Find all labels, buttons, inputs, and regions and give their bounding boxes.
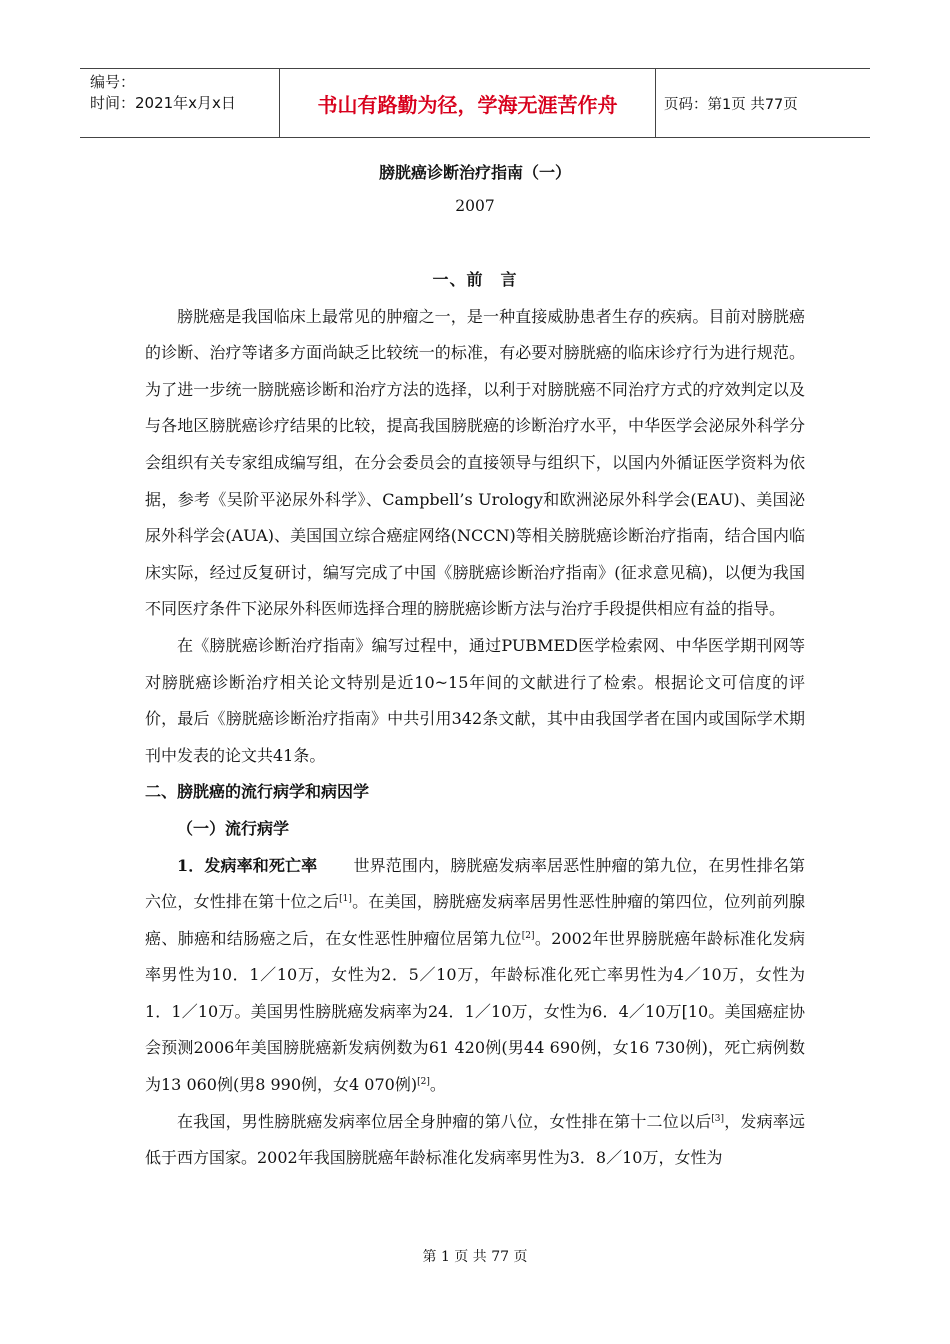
preface-paragraph-2: 在《膀胱癌诊断治疗指南》编写过程中，通过PUBMED医学检索网、中华医学期刊网等对膀胱癌诊断治疗相关论文特别是近10~15年间的文献进行了检索。根据论文可信度的评价，最后《膀胱癌诊断治疗指南》中共引用342条文献，其中由我国学者在国内或国际学术期刊中发表的论文共41条。: [145, 635, 805, 765]
citation-ref: [3]: [711, 1113, 725, 1124]
incidence-text-c: 。2002年世界膀胱癌年龄标准化发病率男性为10．1／10万，女性为2．5／10万，年龄标准化死亡率男性为4／10万，女性为1．1／10万。美国男性膀胱癌发病率为24．1／10万，女性为6．4／10万[10。美国癌症协会预测2006年美国膀胱癌新发病例数为61 420例(男44 690例，女16 730例)，死亡病例数为13 060例(男8 990例，女4 070例): [145, 928, 805, 1095]
epidemiology-subheading: （一）流行病学: [177, 818, 290, 838]
incidence-label: 1．发病率和死亡率: [177, 855, 318, 875]
page-footer: 第 1 页 共 77 页: [422, 1249, 528, 1265]
document-title: 膀胱癌诊断治疗指南（一）: [378, 163, 571, 182]
header-table: [80, 68, 870, 138]
incidence-text-d: 。: [429, 1075, 446, 1095]
incidence-text-a: 世界范围内，膀胱癌发病率居恶性肿瘤的第九位，在男性排名第六位，女性排在第十位之后: [145, 855, 805, 912]
motto: 书山有路勤为径，学海无涯苦作舟: [280, 69, 656, 137]
document-year: 2007: [455, 197, 495, 215]
incidence-text-f: ，发病率远低于西方国家。2002年我国膀胱癌年龄标准化发病率男性为3．8／10万，女性为: [145, 1111, 805, 1168]
citation-ref: [2]: [417, 1077, 430, 1088]
preface-paragraph-1: 膀胱癌是我国临床上最常见的肿瘤之一，是一种直接威胁患者生存的疾病。目前对膀胱癌的诊断、治疗等诸多方面尚缺乏比较统一的标准，有必要对膀胱癌的临床诊疗行为进行规范。为了进一步统一膀胱癌诊断和治疗方法的选择，以利于对膀胱癌不同治疗方式的疗效判定以及与各地区膀胱癌诊疗结果的比较，提高我国膀胱癌的诊断治疗水平，中华医学会泌尿外科学分会组织有关专家组成编写组，在分会委员会的直接领导与组织下，以国内外循证医学资料为依据，参考《吴阶平泌尿外科学》、Campbell’s Urology和欧洲泌尿外科学会(EAU)、美国泌尿外科学会(AUA)、美国国立综合癌症网络(NCCN)等相关膀胱癌诊断治疗指南，结合国内临床实际，经过反复研讨，编写完成了中国《膀胱癌诊断治疗指南》(征求意见稿)，以便为我国不同医疗条件下泌尿外科医师选择合理的膀胱癌诊断方法与治疗手段提供相应有益的指导。: [145, 306, 805, 619]
code-label: 编号：: [90, 73, 136, 91]
incidence-text-e: 在我国，男性膀胱癌发病率位居全身肿瘤的第八位，女性排在第十二位以后: [177, 1111, 712, 1131]
citation-ref: [1]: [339, 894, 352, 905]
preface-heading: 一、前 言: [432, 270, 518, 289]
citation-ref: [2]: [521, 930, 535, 941]
time-label: 时间：2021年x月x日: [90, 94, 236, 112]
incidence-paragraph-2: [145, 1104, 805, 1177]
incidence-paragraph-1: [145, 848, 805, 1104]
incidence-text-b: 。在美国，膀胱癌发病率居男性恶性肿瘤的第四位，位列前列腺癌、肺癌和结肠癌之后，在女性恶性肿瘤位居第九位: [145, 892, 805, 948]
document-body: [145, 262, 805, 1177]
page-info: 页码：第1页 共77页: [664, 96, 798, 113]
header-meta: [80, 69, 280, 137]
epidemiology-heading: 二、膀胱癌的流行病学和病因学: [145, 782, 370, 802]
